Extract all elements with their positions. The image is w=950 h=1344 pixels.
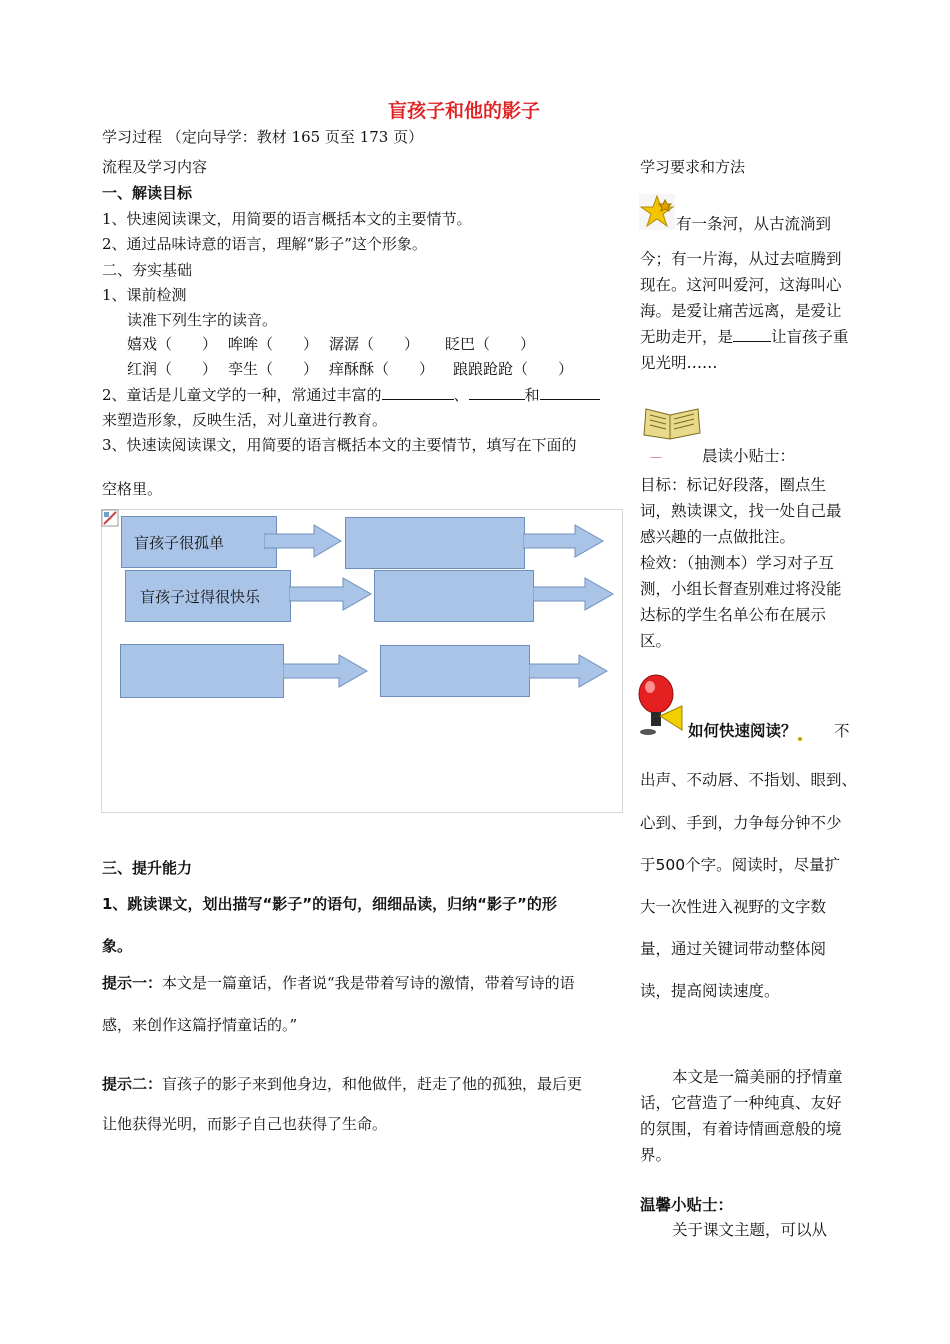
word-1: 嬉戏（ ） bbox=[127, 335, 218, 353]
warm-tip-text: 关于课文主题，可以从 bbox=[672, 1221, 828, 1239]
answer-blank-3[interactable] bbox=[540, 387, 600, 400]
plot-flow-frame bbox=[101, 509, 623, 813]
morning-tip-target: 目标：标记好段落，圈点生词，熟读课文，找一处自己最感兴趣的一点做批注。 bbox=[640, 476, 842, 546]
poem-line-1: 有一条河，从古流淌到 bbox=[676, 215, 832, 233]
arrow-4 bbox=[533, 577, 615, 611]
word-3: 潺潺（ ） bbox=[329, 335, 420, 353]
plot-box-6[interactable] bbox=[380, 645, 530, 697]
poem-text: 今；有一片海，从过去喧腾到现在。这河叫爱河，这海叫心海。是爱让痛苦远离，是爱让无助走开，是 让盲孩子重见光明…… bbox=[640, 250, 849, 372]
morning-tip-check: 检效：（抽测本）学习对子互测，小组长督查别难过将没能达标的学生名单公布在展示区。 bbox=[640, 554, 842, 650]
hint-2-line2: 让他获得光明，而影子自己也获得了生命。 bbox=[102, 1115, 388, 1133]
balloon-megaphone-icon bbox=[636, 674, 688, 736]
arrow-3 bbox=[289, 577, 373, 611]
plot-box-1[interactable] bbox=[121, 516, 277, 568]
pronunciation-instruction: 读准下列生字的读音。 bbox=[127, 311, 278, 329]
text-summary: 本文是一篇美丽的抒情童话，它营造了一种纯真、友好的氛围，有着诗情画意般的境界。 bbox=[640, 1068, 843, 1164]
section3-question-1-line1: 1、跳读课文，划出描写“影子”的语句，细细品读，归纳“影子”的形 bbox=[102, 895, 557, 913]
fast-reading-line-4: 大一次性进入视野的文字数 bbox=[640, 898, 827, 916]
section3-question-1-line2: 象。 bbox=[102, 937, 133, 955]
section3-heading: 三、提升能力 bbox=[102, 859, 193, 877]
fast-reading-title: 如何快速阅读？ bbox=[688, 719, 802, 741]
fast-reading-line-1: 出声、不动唇、不指划、眼到、 bbox=[640, 771, 858, 789]
fast-reading-line-2: 心到、手到，力争每分钟不少 bbox=[640, 814, 842, 832]
hint-1-line1: 提示一：本文是一篇童话，作者说“我是带着写诗的激情，带着写诗的语 bbox=[102, 974, 575, 992]
morning-tip-title: 晨读小贴士： bbox=[702, 447, 796, 465]
arrow-6 bbox=[529, 654, 609, 688]
arrow-2 bbox=[523, 524, 605, 558]
fast-reading-line-5: 量，通过关键词带动整体阅 bbox=[640, 940, 827, 958]
plot-box-4[interactable] bbox=[374, 570, 534, 622]
page-title: 盲孩子和他的影子 bbox=[388, 100, 541, 122]
subtitle: 学习过程 （定向导学：教材 165 页至 173 页） bbox=[102, 128, 424, 146]
section1-heading: 一、解读目标 bbox=[102, 184, 193, 202]
word-4: 眨巴（ ） bbox=[445, 335, 536, 353]
question-3-line1: 3、快速读阅读课文，用简要的语言概括本文的主要情节，填写在下面的 bbox=[102, 436, 577, 454]
left-column-header: 流程及学习内容 bbox=[102, 158, 208, 176]
word-5: 红润（ ） bbox=[127, 360, 218, 378]
warm-tip-title: 温馨小贴士： bbox=[640, 1196, 734, 1214]
plot-box-3[interactable] bbox=[125, 570, 291, 622]
fast-reading-line-start: 不 bbox=[834, 722, 850, 740]
word-6: 孪生（ ） bbox=[228, 360, 319, 378]
question-3-line2: 空格里。 bbox=[102, 480, 163, 498]
goal-item-2: 2、通过品味诗意的语言，理解“影子”这个形象。 bbox=[102, 235, 427, 253]
plot-box-1-text: 盲孩子很孤单 bbox=[134, 533, 225, 552]
book-icon bbox=[640, 405, 704, 441]
word-8: 踉踉跄跄（ ） bbox=[453, 360, 574, 378]
arrow-5 bbox=[283, 654, 369, 688]
word-2: 哞哞（ ） bbox=[228, 335, 319, 353]
fast-reading-line-6: 读，提高阅读速度。 bbox=[640, 982, 780, 1000]
question-2-line2: 来塑造形象，反映生活，对儿童进行教育。 bbox=[102, 411, 388, 429]
right-column-header: 学习要求和方法 bbox=[640, 158, 746, 176]
star-icon bbox=[639, 194, 675, 230]
arrow-1 bbox=[264, 524, 344, 558]
section2-heading: 二、夯实基础 bbox=[102, 261, 193, 279]
fast-reading-line-3: 于500个字。阅读时，尽量扩 bbox=[640, 856, 841, 874]
hint-1-line2: 感，来创作这篇抒情童话的。” bbox=[102, 1016, 298, 1034]
plot-box-3-text: 盲孩子过得很快乐 bbox=[140, 587, 261, 606]
divider-mark: — bbox=[650, 450, 662, 464]
section2-sub1: 1、课前检测 bbox=[102, 286, 187, 304]
hint-2-label: 提示二： bbox=[102, 1075, 163, 1093]
broken-image-icon bbox=[101, 509, 119, 527]
question-2-line1: 2、童话是儿童文学的一种，常通过丰富的 、 和 bbox=[102, 384, 600, 405]
hint-1-label: 提示一： bbox=[102, 974, 163, 992]
goal-item-1: 1、快速阅读课文，用简要的语言概括本文的主要情节。 bbox=[102, 210, 472, 228]
word-7: 痒酥酥（ ） bbox=[329, 360, 435, 378]
answer-blank-2[interactable] bbox=[469, 387, 525, 400]
poem-blank[interactable] bbox=[733, 329, 771, 342]
hint-2-line1: 提示二：盲孩子的影子来到他身边，和他做伴，赶走了他的孤独，最后更 bbox=[102, 1075, 583, 1093]
plot-box-2[interactable] bbox=[345, 517, 525, 569]
plot-box-5[interactable] bbox=[120, 644, 284, 698]
answer-blank-1[interactable] bbox=[382, 387, 454, 400]
